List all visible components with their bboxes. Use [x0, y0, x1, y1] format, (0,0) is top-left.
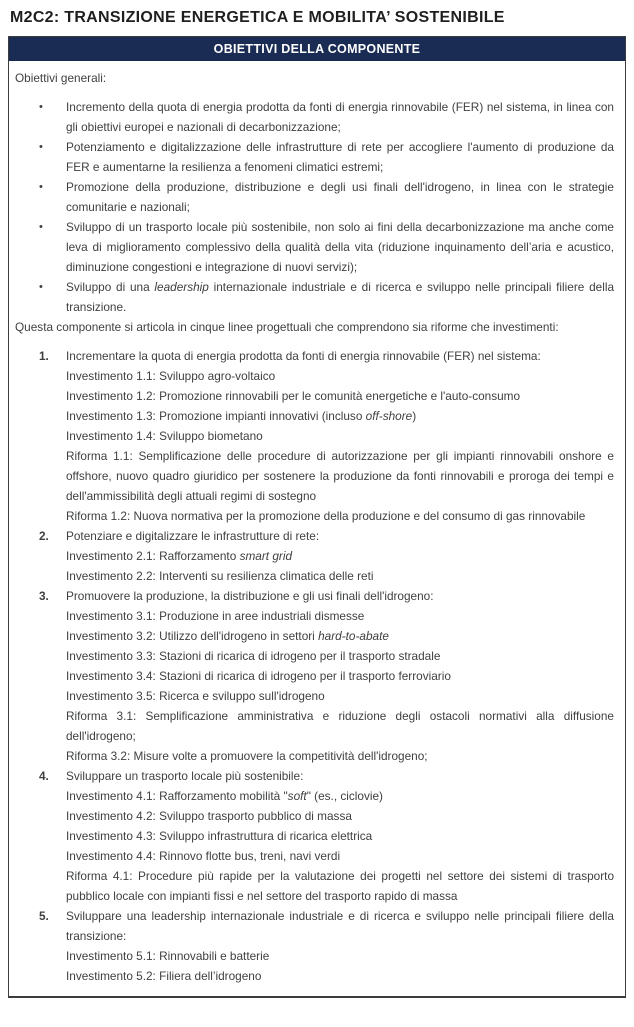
- objective-text: Potenziamento e digitalizzazione delle infrastrutture di rete per accogliere l'aumento di produzione da FER e aumentarne la resilienza a fenomeni climatici estremi;: [66, 140, 614, 174]
- project-line: [15, 526, 614, 586]
- project-sub-item: Investimento 4.4: Rinnovo flotte bus, treni, navi verdi: [66, 849, 341, 863]
- bullet-icon: •: [39, 181, 43, 193]
- component-banner: [9, 37, 625, 61]
- project-sub-item: Investimento 4.2: Sviluppo trasporto pubblico di massa: [66, 809, 352, 823]
- project-line-number: 3.: [39, 589, 49, 603]
- project-sub-item: Investimento 3.3: Stazioni di ricarica di idrogeno per il trasporto stradale: [66, 649, 441, 663]
- project-lines-list: [15, 346, 614, 986]
- project-line-number: 4.: [39, 769, 49, 783]
- project-line-heading-row: [15, 586, 614, 606]
- project-sub-item: Investimento 1.3: Promozione impianti innovativi (incluso off-shore): [66, 409, 417, 423]
- objective-text: Incremento della quota di energia prodotta da fonti di energia rinnovabile (FER) nel sistema, in linea con gli obiettivi europei e nazionali di decarbonizzazione;: [66, 100, 614, 134]
- project-line-heading-row: [15, 526, 614, 546]
- banner-title: OBIETTIVI DELLA COMPONENTE: [213, 42, 421, 56]
- component-structure-paragraph: Questa componente si articola in cinque linee progettuali che comprendono sia riforme che investimenti:: [15, 320, 559, 334]
- page-title: M2C2: TRANSIZIONE ENERGETICA E MOBILITA’ SOSTENIBILE: [10, 9, 505, 26]
- objective-text: Sviluppo di una leadership internazionale industriale e di ricerca e sviluppo nelle principali filiere della transizione.: [66, 280, 615, 314]
- project-sub-item: Investimento 3.2: Utilizzo dell'idrogeno in settori hard-to-abate: [66, 629, 389, 643]
- project-line-heading: Sviluppare una leadership internazionale industriale e di ricerca e sviluppo nelle principali filiere della transizione:: [66, 909, 614, 943]
- project-line: [15, 586, 614, 766]
- objective-bullet-item: [15, 217, 614, 277]
- objective-bullet-item: [15, 277, 614, 317]
- project-sub-item: Riforma 1.1: Semplificazione delle procedure di autorizzazione per gli impianti rinnovabili onshore e offshore, nuovo quadro giuridico per sostenere la produzione da fonti rinnovabili e proroga dei tempi e dell'ammissibilità degli attuali regimi di sostegno: [66, 449, 614, 503]
- bullet-icon: •: [39, 101, 43, 113]
- project-line: [15, 766, 614, 906]
- project-line-heading-row: [15, 766, 614, 786]
- project-line-number: 5.: [39, 909, 49, 923]
- bullet-icon: •: [39, 141, 43, 153]
- project-line-heading-row: [15, 906, 614, 946]
- objective-bullet-item: [15, 177, 614, 217]
- project-line-heading: Sviluppare un trasporto locale più sostenibile:: [66, 769, 304, 783]
- project-sub-item: Investimento 2.2: Interventi su resilienza climatica delle reti: [66, 569, 374, 583]
- project-line-heading-row: [15, 346, 614, 366]
- project-sub-item: Investimento 3.4: Stazioni di ricarica di idrogeno per il trasporto ferroviario: [66, 669, 451, 683]
- bullet-icon: •: [39, 281, 43, 293]
- project-line-number: 1.: [39, 349, 49, 363]
- project-sub-item: Riforma 3.2: Misure volte a promuovere la competitività dell'idrogeno;: [66, 749, 428, 763]
- project-sub-item: Investimento 5.2: Filiera dell’idrogeno: [66, 969, 262, 983]
- project-sub-item: Investimento 1.1: Sviluppo agro-voltaico: [66, 369, 276, 383]
- component-box: [8, 36, 626, 998]
- project-sub-item: Riforma 4.1: Procedure più rapide per la valutazione dei progetti nel settore dei sistemi di trasporto pubblico locale con impianti fissi e nel settore del trasporto rapido di massa: [66, 869, 614, 903]
- project-line-heading: Potenziare e digitalizzare le infrastrutture di rete:: [66, 529, 320, 543]
- project-sub-item: Investimento 4.3: Sviluppo infrastruttura di ricarica elettrica: [66, 829, 373, 843]
- general-objectives-label: Obiettivi generali:: [15, 71, 107, 85]
- objective-text: Promozione della produzione, distribuzione e degli usi finali dell'idrogeno, in linea con le strategie comunitarie e nazionali;: [66, 180, 614, 214]
- project-line-heading: Promuovere la produzione, la distribuzione e gli usi finali dell'idrogeno:: [66, 589, 434, 603]
- project-sub-item: Investimento 2.1: Rafforzamento smart grid: [66, 549, 293, 563]
- general-objectives-list: [15, 97, 614, 317]
- component-content: [9, 61, 625, 996]
- project-sub-item: Investimento 5.1: Rinnovabili e batterie: [66, 949, 270, 963]
- project-sub-item: Riforma 3.1: Semplificazione amministrativa e riduzione degli ostacoli normativi alla diffusione dell'idrogeno;: [66, 709, 614, 743]
- bullet-icon: •: [39, 221, 43, 233]
- project-sub-item: Riforma 1.2: Nuova normativa per la promozione della produzione e del consumo di gas rinnovabile: [66, 509, 586, 523]
- project-sub-item: Investimento 3.5: Ricerca e sviluppo sull'idrogeno: [66, 689, 325, 703]
- project-sub-item: Investimento 4.1: Rafforzamento mobilità "soft" (es., ciclovie): [66, 789, 383, 803]
- project-line-heading: Incrementare la quota di energia prodotta da fonti di energia rinnovabile (FER) nel sistema:: [66, 349, 541, 363]
- project-line: [15, 346, 614, 526]
- project-sub-item: Investimento 1.4: Sviluppo biometano: [66, 429, 263, 443]
- objective-bullet-item: [15, 97, 614, 137]
- objective-bullet-item: [15, 137, 614, 177]
- objective-text: Sviluppo di un trasporto locale più sostenibile, non solo ai fini della decarbonizzazione ma anche come leva di miglioramento complessivo della qualità della vita (riduzione inquinamento dell’aria e acustico, diminuzione congestioni e integrazione di nuovi servizi);: [66, 220, 614, 274]
- project-sub-item: Investimento 1.2: Promozione rinnovabili per le comunità energetiche e l'auto-consumo: [66, 389, 521, 403]
- project-line: [15, 906, 614, 986]
- project-sub-item: Investimento 3.1: Produzione in aree industriali dismesse: [66, 609, 365, 623]
- project-line-number: 2.: [39, 529, 49, 543]
